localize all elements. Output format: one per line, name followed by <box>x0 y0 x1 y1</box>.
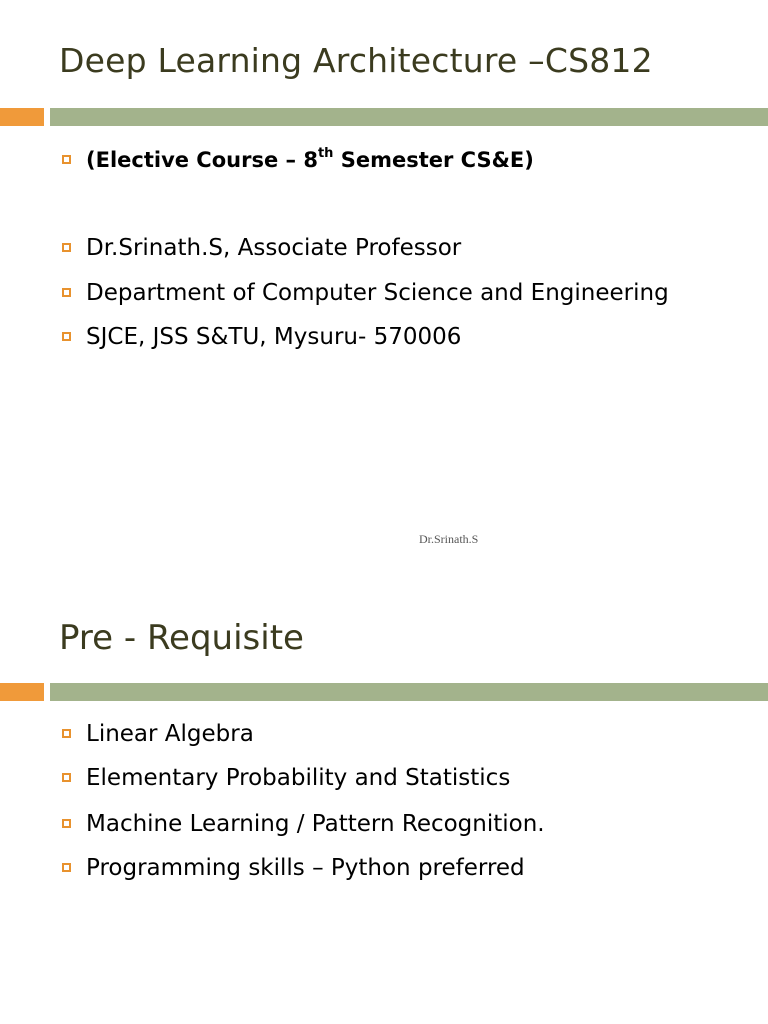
square-bullet-icon <box>62 863 71 872</box>
list-item-text: SJCE, JSS S&TU, Mysuru- 570006 <box>86 324 462 350</box>
square-bullet-icon <box>62 773 71 782</box>
square-bullet-icon <box>62 819 71 828</box>
title-divider <box>0 683 768 701</box>
list-item-text: Machine Learning / Pattern Recognition. <box>86 811 545 837</box>
divider-accent <box>0 683 44 701</box>
square-bullet-icon <box>62 155 71 164</box>
divider-accent <box>0 108 44 126</box>
divider-bar <box>50 683 768 701</box>
slide-title: Pre - Requisite <box>59 618 304 658</box>
list-item-text: Programming skills – Python preferred <box>86 855 525 881</box>
divider-bar <box>50 108 768 126</box>
square-bullet-icon <box>62 332 71 341</box>
square-bullet-icon <box>62 729 71 738</box>
list-item-text: Dr.Srinath.S, Associate Professor <box>86 235 462 261</box>
square-bullet-icon <box>62 288 71 297</box>
elective-prefix: (Elective Course – 8 <box>86 148 318 172</box>
elective-course-label <box>86 146 534 174</box>
slide-title: Deep Learning Architecture –CS812 <box>59 41 653 80</box>
slide-prerequisite <box>0 580 768 1024</box>
elective-superscript: th <box>317 146 334 161</box>
title-divider <box>0 108 768 126</box>
list-item-text: Linear Algebra <box>86 721 254 747</box>
square-bullet-icon <box>62 243 71 252</box>
list-item-text: Elementary Probability and Statistics <box>86 765 511 791</box>
list-item-text: Department of Computer Science and Engineering <box>86 280 669 306</box>
elective-suffix: Semester CS&E) <box>333 148 534 172</box>
slide-footer-author: Dr.Srinath.S <box>419 532 479 546</box>
